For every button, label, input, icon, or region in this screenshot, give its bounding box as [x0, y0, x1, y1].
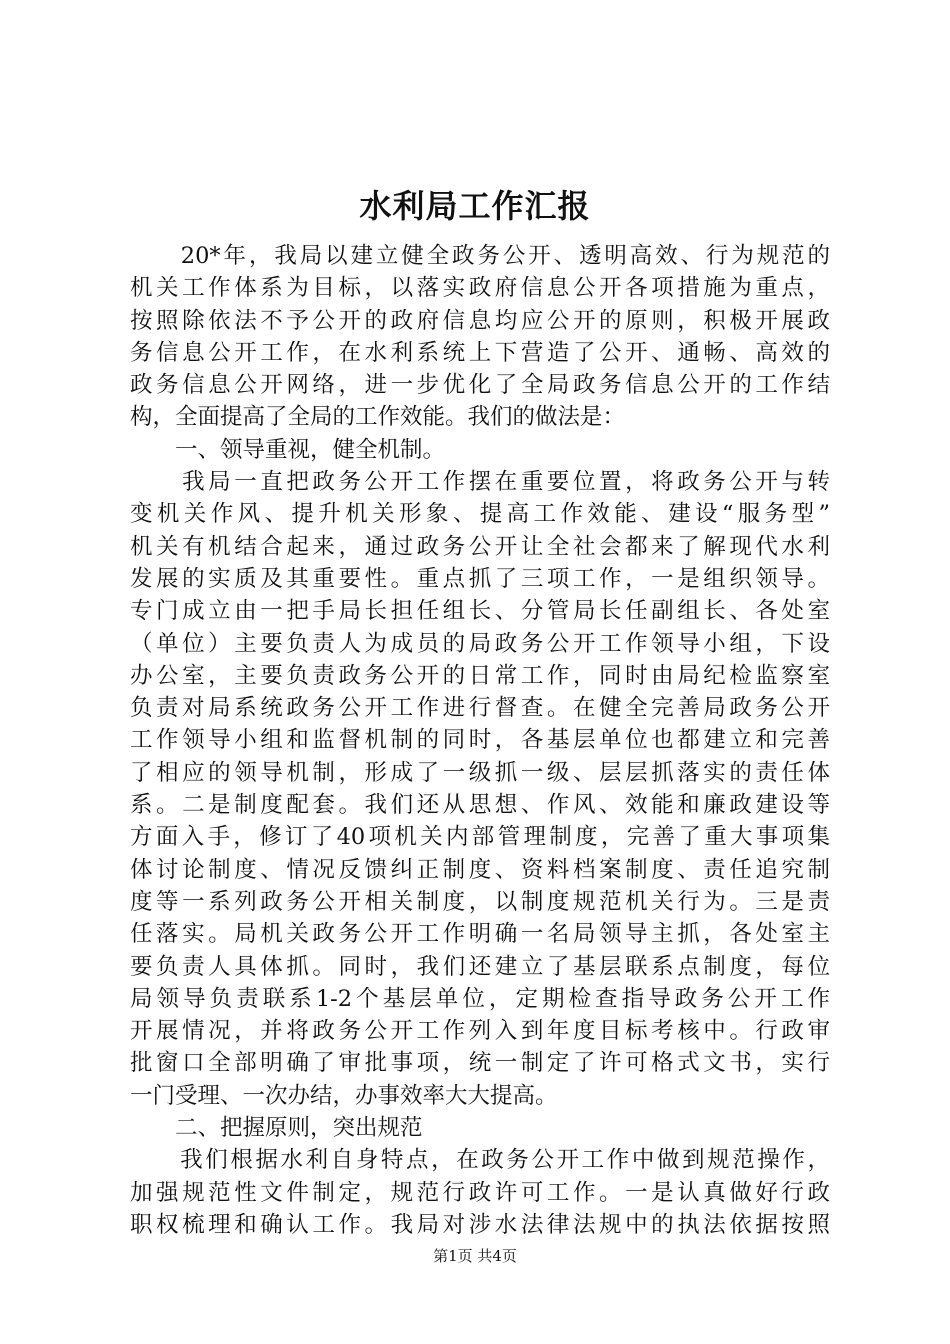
text-line: 加强规范性文件制定，规范行政许可工作。一是认真做好行政 [130, 1179, 830, 1206]
text-line: 局领导负责联系1-2个基层单位，定期检查指导政务公开工作 [130, 985, 830, 1012]
text-line: 构，全面提高了全局的工作效能。我们的做法是： [130, 404, 626, 431]
text-line: 我们根据水利自身特点，在政务公开工作中做到规范操作， [130, 1147, 830, 1174]
page-footer: 第1页 共4页 [433, 1247, 517, 1265]
text-line: 度等一系列政务公开相关制度，以制度规范机关行为。三是责 [130, 888, 830, 915]
text-line: 任落实。局机关政务公开工作明确一名局领导主抓，各处室主 [130, 921, 830, 948]
text-line: 要负责人具体抓。同时，我们还建立了基层联系点制度，每位 [130, 953, 830, 980]
text-line: 机关工作体系为目标，以落实政府信息公开各项措施为重点， [130, 275, 830, 302]
document-title: 水利局工作汇报 [359, 187, 591, 225]
text-line: 发展的实质及其重要性。重点抓了三项工作，一是组织领导。 [130, 565, 830, 592]
text-line: 体讨论制度、情况反馈纠正制度、资料档案制度、责任追究制 [130, 856, 830, 883]
text-line: 开展情况，并将政务公开工作列入到年度目标考核中。行政审 [130, 1018, 830, 1045]
text-line: 政务信息公开网络，进一步优化了全局政务信息公开的工作结 [130, 372, 830, 399]
text-line: 负责对局系统政务公开工作进行督查。在健全完善局政务公开 [130, 695, 830, 722]
text-line: 变机关作风、提升机关形象、提高工作效能、建设“服务型” [130, 501, 830, 528]
text-line: 20*年，我局以建立健全政务公开、透明高效、行为规范的 [130, 243, 830, 269]
text-line: 办公室，主要负责政务公开的日常工作，同时由局纪检监察室 [130, 662, 830, 689]
document-body [130, 240, 830, 1241]
text-line: 二、把握原则，突出规范 [130, 1115, 423, 1142]
text-line: 方面入手，修订了40项机关内部管理制度，完善了重大事项集 [130, 824, 830, 851]
text-line: 机关有机结合起来，通过政务公开让全社会都来了解现代水利 [130, 533, 830, 560]
text-line: 我局一直把政务公开工作摆在重要位置，将政务公开与转 [130, 469, 830, 496]
text-line: 一门受理、一次办结，办事效率大大提高。 [130, 1082, 558, 1109]
text-line: 专门成立由一把手局长担任组长、分管局长任副组长、各处室 [130, 598, 830, 625]
text-line: 务信息公开工作，在水利系统上下营造了公开、通畅、高效的 [130, 339, 830, 366]
text-line: 了相应的领导机制，形成了一级抓一级、层层抓落实的责任体 [130, 759, 830, 786]
text-line: 职权梳理和确认工作。我局对涉水法律法规中的执法依据按照 [130, 1211, 830, 1238]
text-line: 工作领导小组和监督机制的同时，各基层单位也都建立和完善 [130, 727, 830, 754]
text-line: 系。二是制度配套。我们还从思想、作风、效能和廉政建设等 [130, 792, 830, 819]
text-line: 按照除依法不予公开的政府信息均应公开的原则，积极开展政 [130, 307, 830, 334]
text-line: 批窗口全部明确了审批事项，统一制定了许可格式文书，实行 [130, 1050, 830, 1077]
text-line: 一、领导重视，健全机制。 [130, 436, 446, 463]
text-line: （单位）主要负责人为成员的局政务公开工作领导小组，下设 [130, 630, 830, 657]
